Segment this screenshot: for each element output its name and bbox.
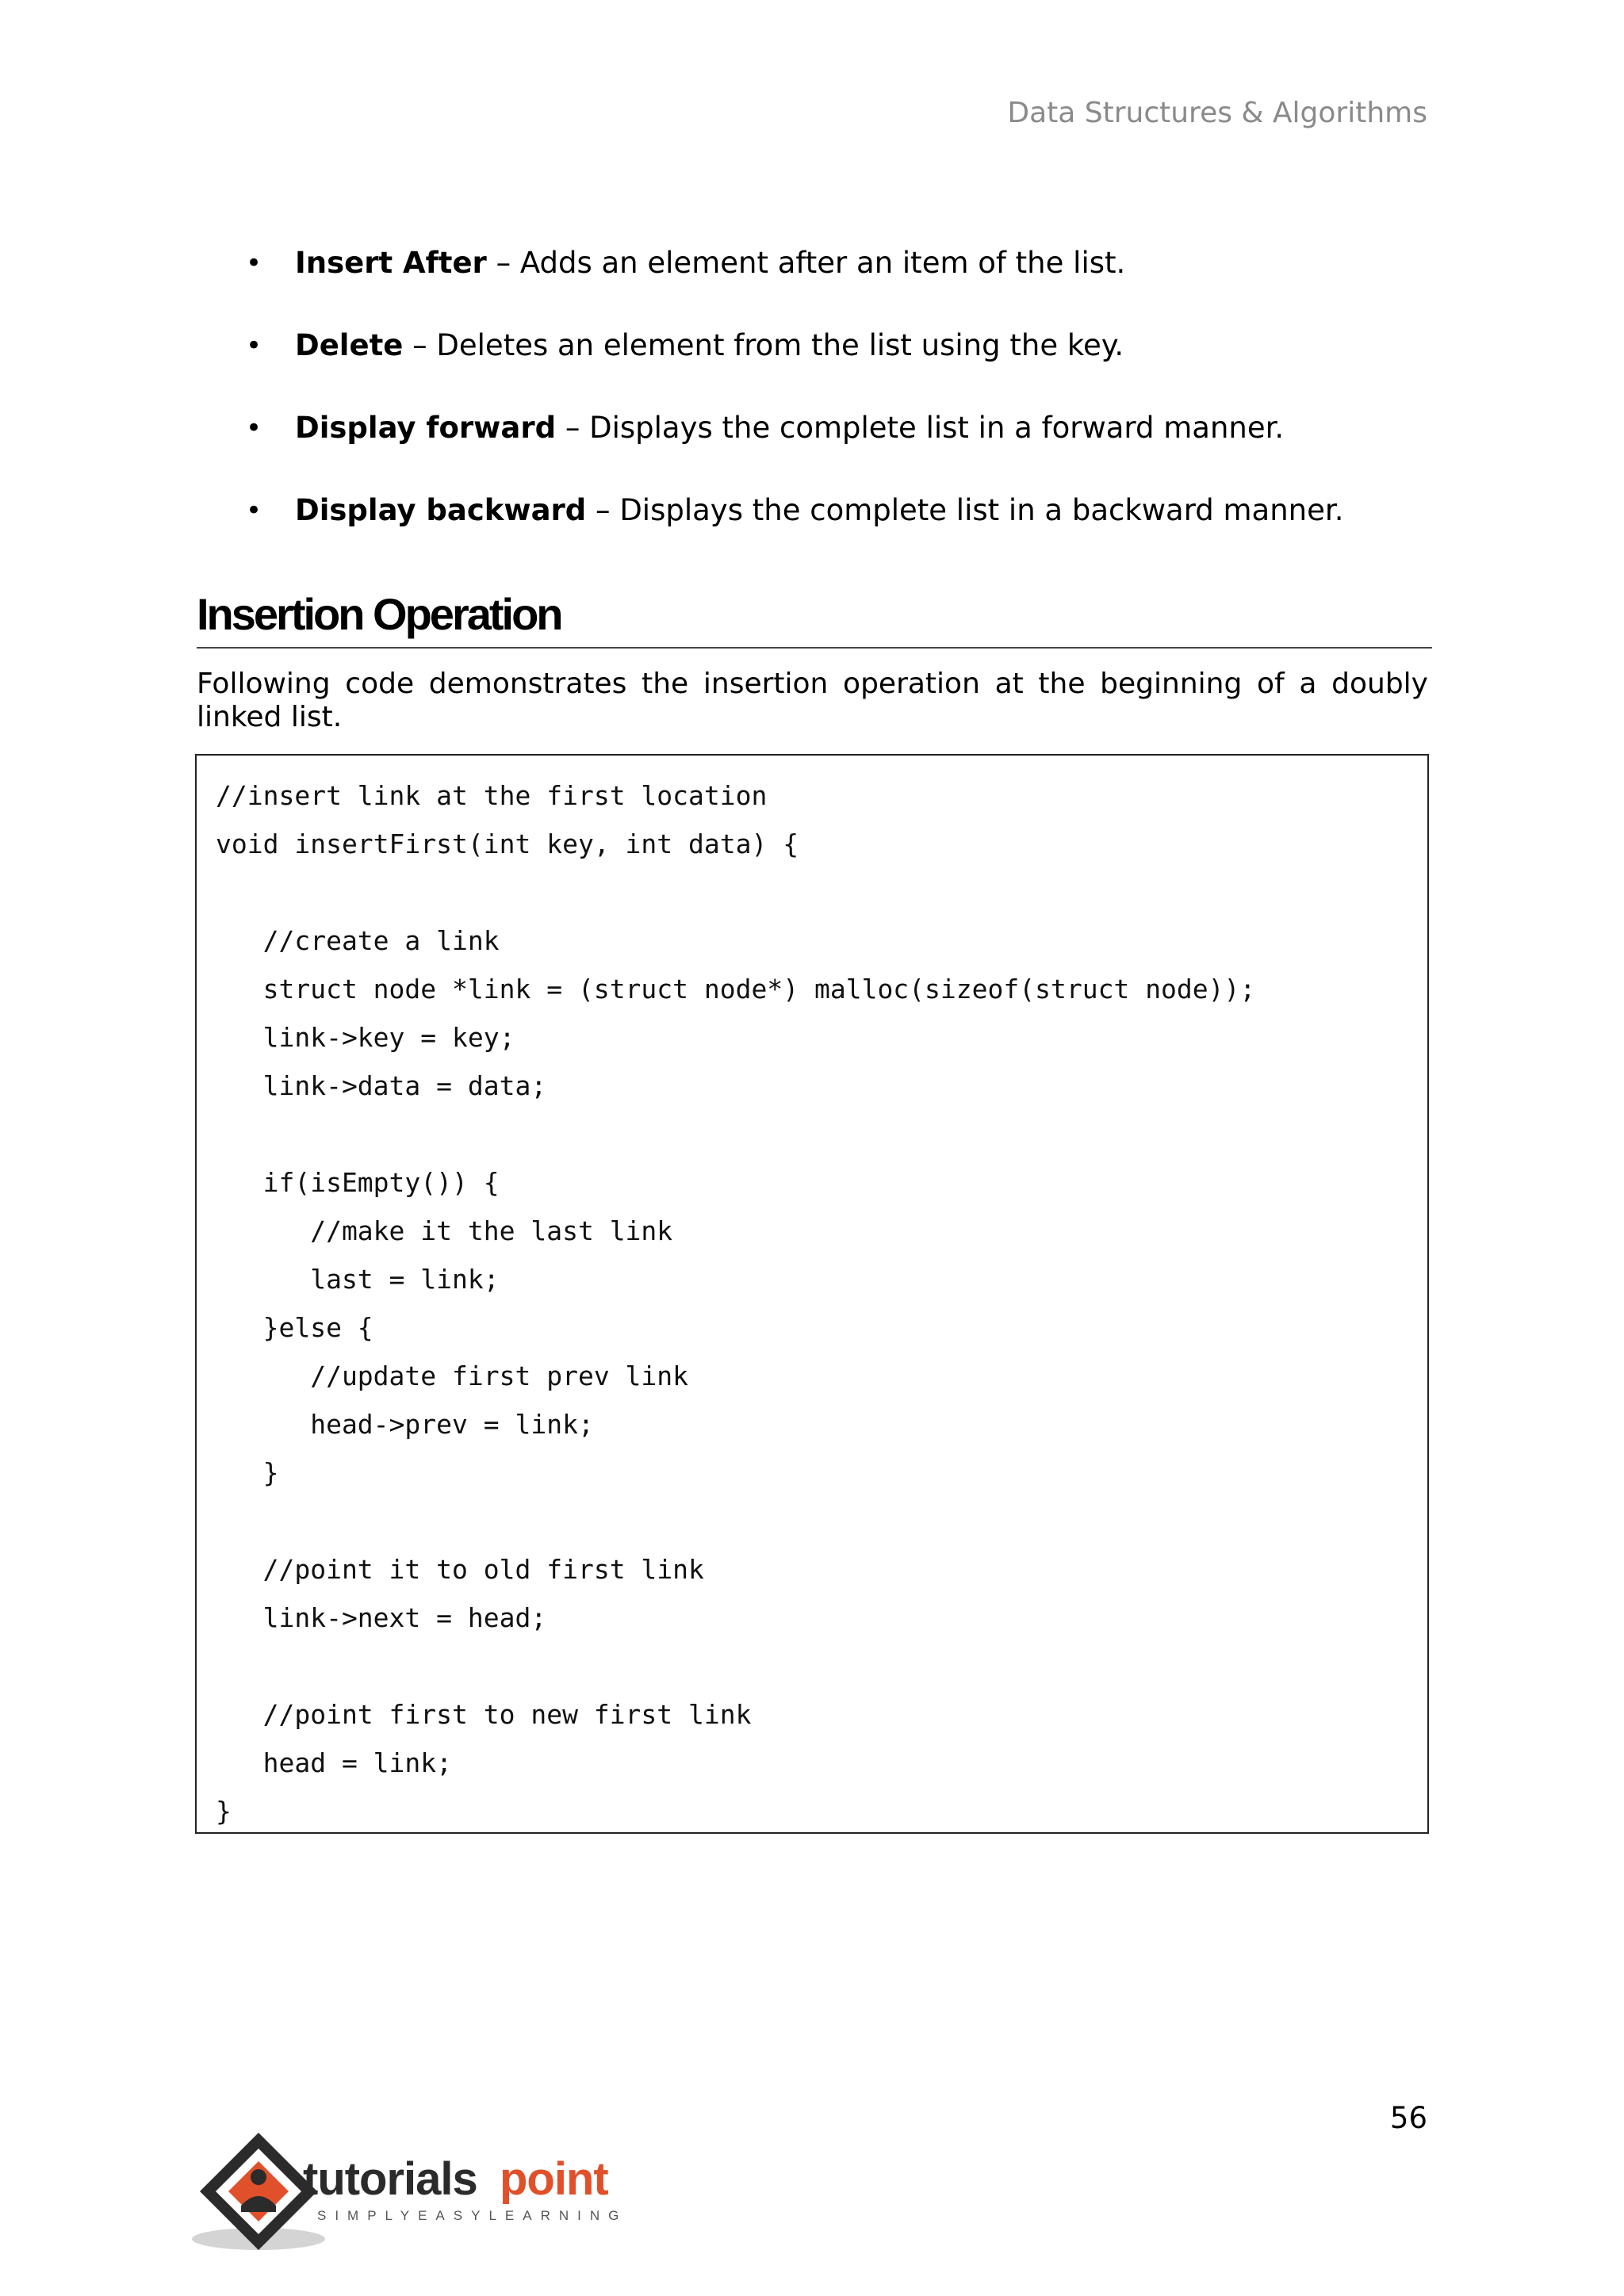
list-item — [246, 327, 1343, 365]
code-block — [195, 754, 1429, 1834]
code-text: //insert link at the first location void insertFirst(int key, int data) { //create a link struct node *link = (struct node*) malloc(sizeof(struct node)); link->key = key; link->data = data; if(isEmpty()) { //make it the last link last = link; }else { //update first prev link head->prev = link; } //point it to old first link link->next = head; //point first to new first link head = link; } — [216, 780, 1256, 1827]
logo-tagline: SIMPLYEASYLEARNING — [317, 2208, 628, 2223]
page-number: 56 — [1389, 2101, 1427, 2135]
logo-text-tutorials: tutorials — [303, 2153, 477, 2205]
tutorialspoint-logo — [190, 2130, 634, 2256]
operations-list — [246, 244, 1343, 574]
bullet-term: Delete — [295, 328, 404, 362]
bullet-desc: – Displays the complete list in a forward manner. — [556, 411, 1285, 445]
logo-text-point: point — [500, 2153, 608, 2205]
bullet-desc: – Displays the complete list in a backward manner. — [586, 493, 1344, 527]
list-item — [246, 409, 1343, 447]
intro-paragraph: Following code demonstrates the insertion operation at the beginning of a doubly linked list. — [197, 668, 1428, 733]
bullet-term: Insert After — [295, 246, 487, 280]
bullet-term: Display backward — [295, 493, 587, 527]
list-item — [246, 244, 1343, 282]
section-title: Insertion Operation — [197, 589, 561, 639]
running-header: Data Structures & Algorithms — [1007, 97, 1427, 129]
list-item — [246, 492, 1343, 530]
title-divider — [197, 647, 1432, 649]
bullet-desc: – Deletes an element from the list using the key. — [403, 328, 1124, 362]
bullet-desc: – Adds an element after an item of the list. — [486, 246, 1126, 280]
bullet-term: Display forward — [295, 411, 557, 445]
